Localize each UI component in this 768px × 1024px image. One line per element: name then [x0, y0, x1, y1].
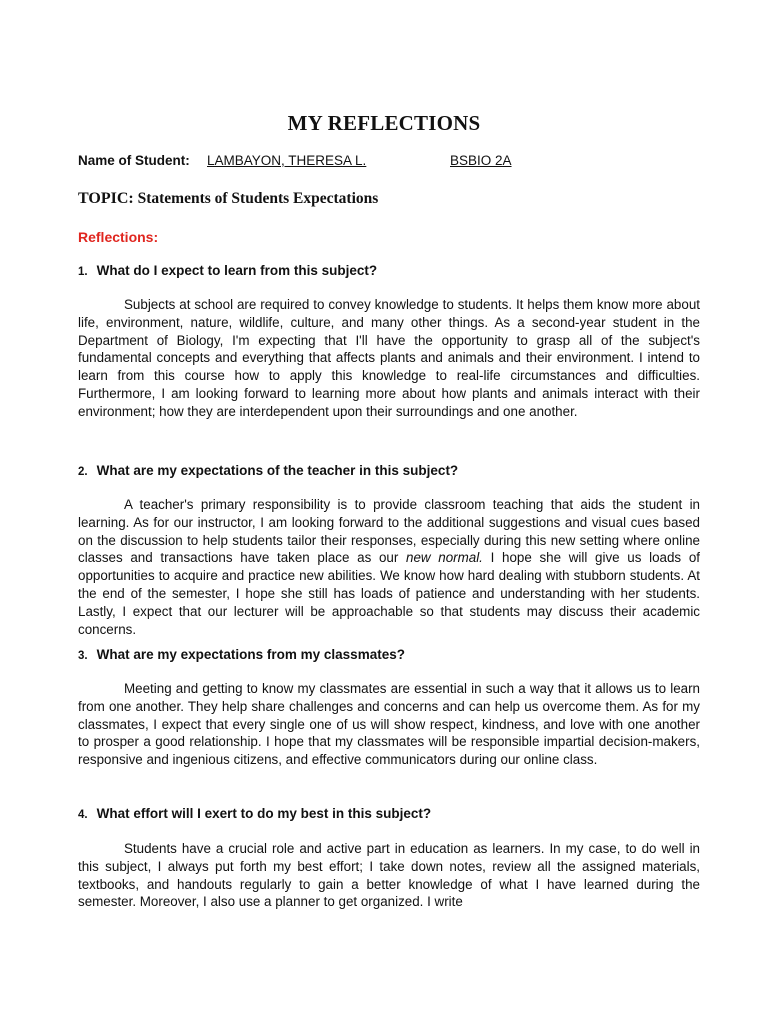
topic-line: [78, 190, 378, 208]
question-3: [78, 647, 405, 662]
paragraph-4: Students have a crucial role and active part in education as learners. In my case, to do well in this subject, I always put forth my best effort; I take down notes, review all the assigned materials, textbooks, and handouts regularly to gain a better knowledge of what I have learned during the semester. Moreover, I also use a planner to get organized. I write: [78, 841, 700, 910]
topic-label: TOPIC:: [78, 190, 134, 207]
paragraph-2: [78, 496, 700, 638]
student-name-value: LAMBAYON, THERESA L.: [207, 153, 367, 168]
paragraph-3: Meeting and getting to know my classmates are essential in such a way that it allows us to learn from one another. They help share challenges and concerns and can help us overcome them. As for my classmates, I expect that every single one of us will show respect, kindness, and love with one another to prosper a good relationship. I hope that my classmates will be responsible impartial decision-makers, responsive and ingenious citizens, and effective communicators during our online class.: [78, 681, 700, 768]
student-course: BSBIO 2A: [450, 153, 512, 168]
question-1: [78, 263, 377, 278]
reflections-heading: Reflections:: [78, 229, 159, 245]
question-number: 4.: [78, 809, 88, 821]
paragraph-2-part-2: I hope she will give us loads of opportunities to acquire and practice new abilities. We know how hard dealing with stubborn students. At the end of the semester, I hope she still has loads of patience and understanding with her students. Lastly, I expect that our lecturer will be approachable so that students may discuss their academic concerns.: [78, 550, 700, 637]
question-text: What are my expectations from my classmates?: [96, 647, 405, 662]
paragraph-1: Subjects at school are required to convey knowledge to students. It helps them know more about life, environment, nature, wildlife, culture, and many other things. As a second-year student in the Department of Biology, I'm expecting that I'll have the opportunity to grasp all of the subject's fundamental concepts and everything that affects plants and animals and their environment. I intend to learn from this course how to apply this knowledge to real-life circumstances and difficulties. Furthermore, I am looking forward to learning more about how plants and animals interact with their environment; how they are interdependent upon their surroundings and one another.: [78, 297, 700, 419]
question-text: What do I expect to learn from this subject?: [96, 263, 378, 278]
paragraph-2-italic: new normal.: [406, 550, 483, 566]
paragraph-2-part-1: A teacher's primary responsibility is to provide classroom teaching that aids the student in learning. As for our instructor, I am looking forward to the additional suggestions and visual cues based on the discussion to help students tailor their responses, especially during this new setting where online classes and transactions have taken place as our: [78, 497, 700, 566]
topic-text: Statements of Students Expectations: [137, 190, 379, 207]
question-number: 1.: [78, 266, 88, 278]
document-title: MY REFLECTIONS: [287, 111, 481, 135]
question-text: What effort will I exert to do my best in this subject?: [96, 806, 432, 821]
question-2: [78, 463, 458, 478]
student-name-label: Name of Student:: [78, 153, 190, 168]
question-4: [78, 806, 431, 821]
question-number: 3.: [78, 650, 88, 662]
question-text: What are my expectations of the teacher in this subject?: [96, 463, 459, 478]
question-number: 2.: [78, 466, 88, 478]
